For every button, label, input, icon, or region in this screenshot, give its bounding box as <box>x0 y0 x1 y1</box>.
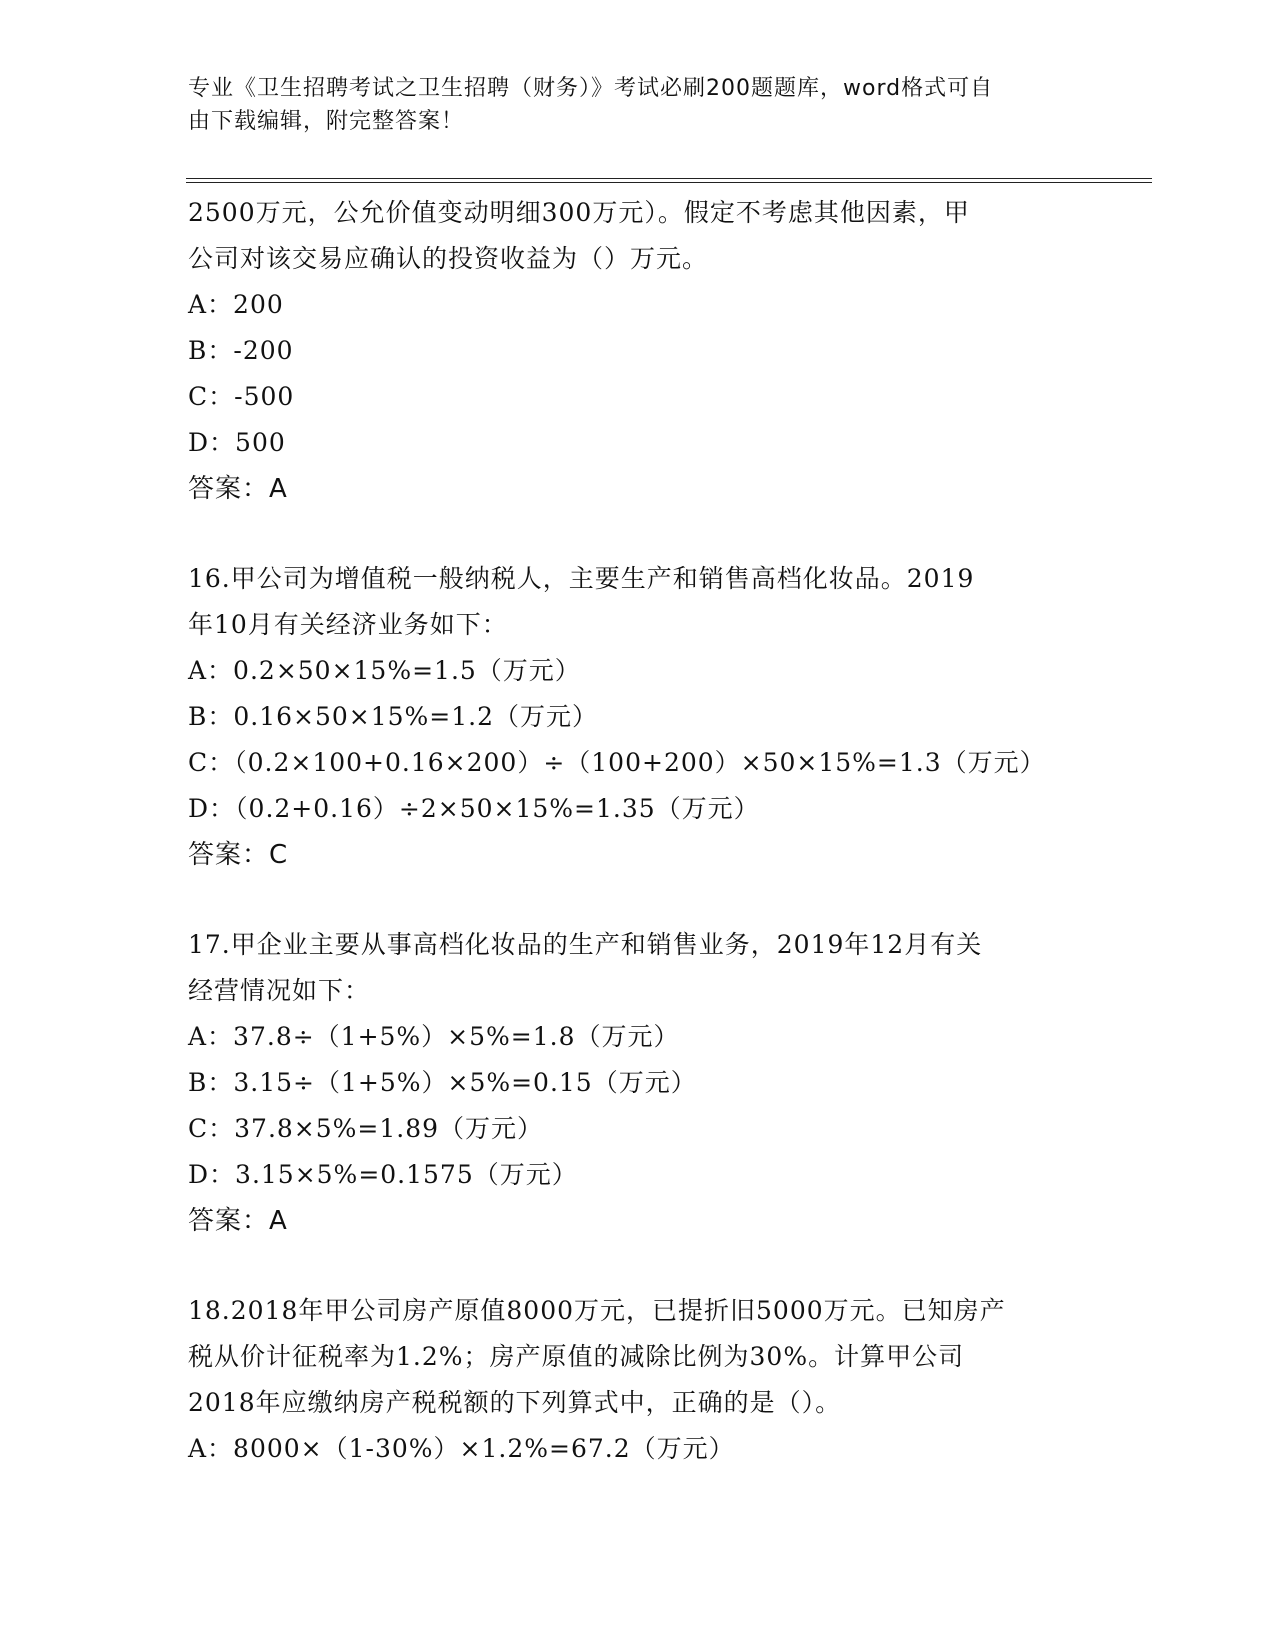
option-a: A：200 <box>188 290 284 319</box>
question-text-line: 2500万元，公允价值变动明细300万元）。假定不考虑其他因素，甲 <box>188 198 970 227</box>
header-divider-top <box>186 178 1152 179</box>
question-text-line: 2018年应缴纳房产税税额的下列算式中，正确的是（）。 <box>188 1388 842 1417</box>
document-body <box>188 190 1108 1472</box>
answer: 答案：C <box>188 840 289 870</box>
option-b: B：-200 <box>188 336 294 365</box>
option-b: B：0.16×50×15%=1.2（万元） <box>188 702 599 731</box>
question-text-line: 年10月有关经济业务如下： <box>188 610 508 639</box>
option-a: A：0.2×50×15%=1.5（万元） <box>188 656 581 685</box>
header-line-2: 由下载编辑，附完整答案！ <box>188 109 465 134</box>
option-c: C：37.8×5%=1.89（万元） <box>188 1114 544 1143</box>
question-17 <box>188 922 1108 1244</box>
answer: 答案：A <box>188 474 288 504</box>
question-text-line: 18.2018年甲公司房产原值8000万元，已提折旧5000万元。已知房产 <box>188 1296 1006 1325</box>
spacer <box>188 512 1108 556</box>
question-text-line: 16.甲公司为增值税一般纳税人，主要生产和销售高档化妆品。2019 <box>188 564 975 593</box>
document-header <box>188 72 1068 138</box>
question-15 <box>188 190 1108 512</box>
header-divider-bottom <box>186 182 1152 183</box>
question-text-line: 经营情况如下： <box>188 976 371 1005</box>
question-16 <box>188 556 1108 878</box>
option-d: D：500 <box>188 428 286 457</box>
spacer <box>188 878 1108 922</box>
answer: 答案：A <box>188 1206 288 1236</box>
option-d: D：（0.2+0.16）÷2×50×15%=1.35（万元） <box>188 794 760 823</box>
header-line-1: 专业《卫生招聘考试之卫生招聘（财务）》考试必刷200题题库，word格式可自 <box>188 76 994 101</box>
question-text-line: 17.甲企业主要从事高档化妆品的生产和销售业务，2019年12月有关 <box>188 930 983 959</box>
option-b: B：3.15÷（1+5%）×5%=0.15（万元） <box>188 1068 697 1097</box>
question-text-line: 税从价计征税率为1.2%；房产原值的减除比例为30%。计算甲公司 <box>188 1342 965 1371</box>
question-text-line: 公司对该交易应确认的投资收益为（）万元。 <box>188 244 709 273</box>
option-a: A：8000×（1-30%）×1.2%=67.2（万元） <box>188 1434 735 1463</box>
option-d: D：3.15×5%=0.1575（万元） <box>188 1160 578 1189</box>
option-c: C：-500 <box>188 382 295 411</box>
question-18 <box>188 1288 1108 1472</box>
option-c: C：（0.2×100+0.16×200）÷（100+200）×50×15%=1.3（万元） <box>188 748 1046 777</box>
spacer <box>188 1244 1108 1288</box>
option-a: A：37.8÷（1+5%）×5%=1.8（万元） <box>188 1022 680 1051</box>
